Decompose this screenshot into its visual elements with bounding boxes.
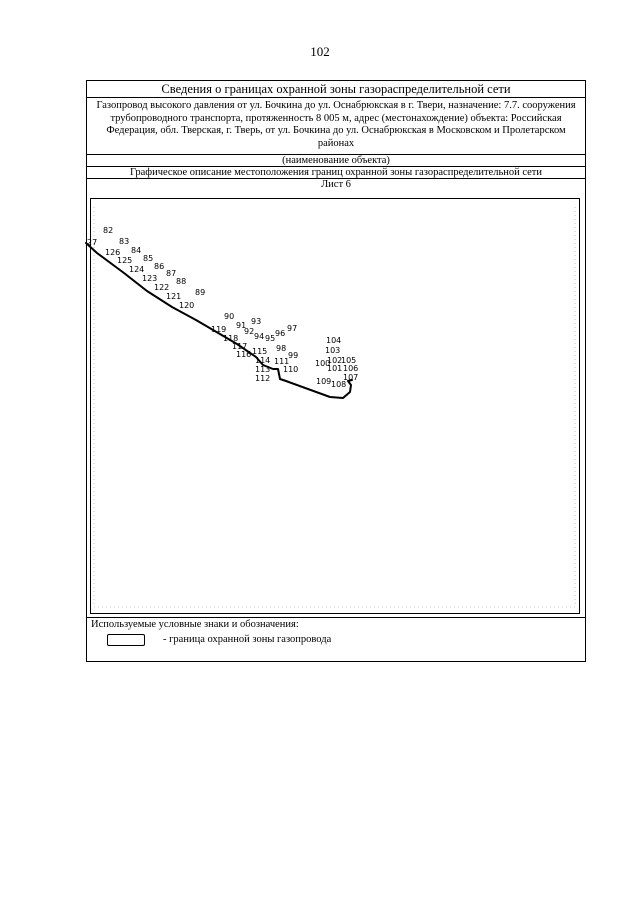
point-label-91: 91 xyxy=(236,321,247,330)
point-label-94: 94 xyxy=(254,332,265,341)
boundary-map xyxy=(87,199,579,613)
point-label-111: 111 xyxy=(274,357,290,366)
point-label-112: 112 xyxy=(255,374,271,383)
point-label-119: 119 xyxy=(211,325,227,334)
point-label-108: 108 xyxy=(331,380,347,389)
point-label-89: 89 xyxy=(195,288,206,297)
point-label-113: 113 xyxy=(255,365,271,374)
point-label-87: 87 xyxy=(166,269,177,278)
point-label-122: 122 xyxy=(154,283,170,292)
legend-item-text: - граница охранной зоны газопровода xyxy=(163,634,332,645)
point-label-100: 100 xyxy=(315,359,331,368)
point-label-106: 106 xyxy=(343,364,359,373)
point-label-102: 102 xyxy=(327,356,343,365)
point-label-116: 116 xyxy=(236,350,252,359)
point-label-120: 120 xyxy=(179,301,195,310)
sheet-title: Сведения о границах охранной зоны газораспределительной сети xyxy=(87,81,585,98)
point-label-117: 117 xyxy=(232,342,248,351)
sheet-number: Лист 6 xyxy=(321,179,351,190)
point-label-27: 27 xyxy=(87,238,98,247)
boundary-info-sheet xyxy=(86,80,586,662)
point-label-126: 126 xyxy=(105,248,121,257)
point-label-105: 105 xyxy=(341,356,357,365)
point-label-86: 86 xyxy=(154,262,165,271)
point-label-104: 104 xyxy=(326,336,342,345)
point-label-92: 92 xyxy=(244,327,255,336)
point-label-125: 125 xyxy=(117,256,133,265)
point-label-101: 101 xyxy=(327,364,343,373)
point-label-84: 84 xyxy=(131,246,142,255)
point-label-99: 99 xyxy=(288,351,299,360)
point-label-118: 118 xyxy=(223,334,239,343)
point-label-82: 82 xyxy=(103,226,114,235)
graphic-description-title: Графическое описание местоположения границ охранной зоны газораспределительной сети xyxy=(87,167,585,179)
gas-pipeline-boundary-line xyxy=(86,243,352,398)
point-label-115: 115 xyxy=(252,347,268,356)
page-number: 102 xyxy=(310,44,330,59)
point-label-109: 109 xyxy=(316,377,332,386)
point-labels xyxy=(87,226,358,389)
point-label-93: 93 xyxy=(251,317,262,326)
map-frame xyxy=(87,198,580,614)
point-label-95: 95 xyxy=(265,334,276,343)
point-label-90: 90 xyxy=(224,312,235,321)
legend-section xyxy=(87,617,585,663)
point-label-124: 124 xyxy=(129,265,145,274)
point-label-123: 123 xyxy=(142,274,158,283)
point-label-83: 83 xyxy=(119,237,130,246)
point-label-98: 98 xyxy=(276,344,287,353)
object-description: Газопровод высокого давления от ул. Бочкина до ул. Оснабрюкская в г. Твери, назначение: 7.7. сооружения трубопроводного транспорта, протяженность 8 005 м, адрес (местонахождение) объекта: Российская Федерация, обл. Тверская, г. Тверь, от ул. Бочкина до ул. Оснабрюкская в Московском и Пролетарском районах xyxy=(96,100,576,149)
point-label-88: 88 xyxy=(176,277,187,286)
point-label-103: 103 xyxy=(325,346,341,355)
point-label-121: 121 xyxy=(166,292,182,301)
legend-heading: Используемые условные знаки и обозначения: xyxy=(91,619,299,630)
point-label-85: 85 xyxy=(143,254,154,263)
point-label-114: 114 xyxy=(255,356,271,365)
point-label-97: 97 xyxy=(287,324,298,333)
point-label-110: 110 xyxy=(283,365,299,374)
point-label-107: 107 xyxy=(343,373,359,382)
object-name-caption: (наименование объекта) xyxy=(87,154,585,167)
point-label-96: 96 xyxy=(275,329,286,338)
boundary-legend-swatch xyxy=(107,634,145,646)
